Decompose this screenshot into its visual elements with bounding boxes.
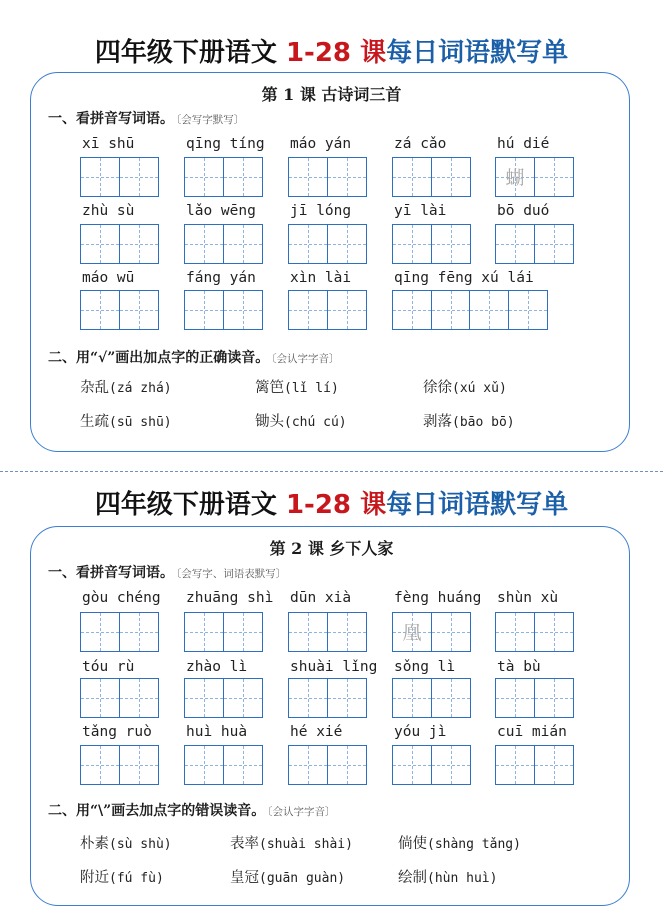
header-subtitle: 每日词语默写单 xyxy=(386,38,569,68)
writing-grid xyxy=(392,157,469,197)
writing-grid xyxy=(288,157,365,197)
header-grade: 四年级下册语文 xyxy=(94,38,286,68)
section-note: 〔会写字、词语表默写〕 xyxy=(176,568,287,580)
writing-grid xyxy=(495,678,572,718)
pinyin-label: máo yán xyxy=(290,136,352,152)
writing-cell[interactable] xyxy=(495,224,535,264)
writing-cell[interactable] xyxy=(184,745,224,785)
pinyin-label: bō duó xyxy=(497,203,550,219)
writing-cell[interactable] xyxy=(469,290,509,330)
writing-cell[interactable] xyxy=(223,745,263,785)
writing-cell[interactable] xyxy=(327,157,367,197)
reading-option[interactable] xyxy=(80,410,172,431)
option-reading: (xú xǔ) xyxy=(452,381,507,396)
option-word: 剥落 xyxy=(423,414,452,430)
section-title: 一、看拼音写词语。 xyxy=(48,111,174,127)
writing-cell[interactable] xyxy=(431,290,471,330)
pinyin-label: hú dié xyxy=(497,136,550,152)
writing-cell[interactable] xyxy=(431,612,471,652)
section-title: 二、用“\”画去加点字的错误读音。 xyxy=(48,803,266,819)
writing-cell[interactable] xyxy=(392,224,432,264)
reading-option[interactable] xyxy=(423,376,507,397)
pinyin-label: shùn xù xyxy=(497,590,559,606)
reading-option[interactable] xyxy=(80,866,164,887)
writing-grid xyxy=(80,745,157,785)
writing-cell[interactable] xyxy=(392,290,432,330)
pinyin-label: jī lóng xyxy=(290,203,352,219)
writing-cell[interactable] xyxy=(184,157,224,197)
writing-grid xyxy=(80,224,157,264)
pinyin-label: yóu jì xyxy=(394,724,447,740)
writing-cell[interactable] xyxy=(431,224,471,264)
option-reading: (fú fù) xyxy=(109,871,164,886)
section-note: 〔会认字字音〕 xyxy=(271,353,340,365)
section-heading xyxy=(48,108,244,128)
pinyin-label: yī lài xyxy=(394,203,447,219)
writing-cell[interactable] xyxy=(223,290,263,330)
writing-cell[interactable] xyxy=(80,745,120,785)
writing-cell[interactable] xyxy=(184,290,224,330)
pinyin-label: tǎng ruò xyxy=(82,724,152,740)
writing-grid xyxy=(288,612,365,652)
writing-cell[interactable] xyxy=(80,224,120,264)
writing-cell[interactable] xyxy=(80,290,120,330)
writing-cell[interactable] xyxy=(392,612,432,652)
writing-cell[interactable] xyxy=(119,745,159,785)
writing-cell[interactable] xyxy=(223,157,263,197)
writing-grid xyxy=(392,678,469,718)
pinyin-label: shuài lǐng xyxy=(290,659,378,675)
reading-option[interactable] xyxy=(423,410,515,431)
option-word: 生疏 xyxy=(80,414,109,430)
lesson-title: 第 2 课 乡下人家 xyxy=(269,539,394,558)
writing-cell[interactable] xyxy=(495,745,535,785)
writing-grid xyxy=(288,224,365,264)
pinyin-label: dūn xià xyxy=(290,590,352,606)
writing-cell[interactable] xyxy=(495,678,535,718)
pinyin-label: qīng fēng xú lái xyxy=(394,270,534,286)
pinyin-label: tà bù xyxy=(497,659,541,675)
worksheet-header xyxy=(0,488,663,522)
header-lessons: 1-28 课 xyxy=(285,38,387,68)
writing-grid xyxy=(495,224,572,264)
writing-cell[interactable] xyxy=(119,612,159,652)
section-note: 〔会写字默写〕 xyxy=(176,114,245,126)
writing-grid xyxy=(80,612,157,652)
option-reading: (sū shū) xyxy=(109,415,172,430)
writing-grid xyxy=(392,745,469,785)
page-divider xyxy=(0,471,663,472)
option-word: 篱笆 xyxy=(255,380,284,396)
writing-grid xyxy=(80,290,157,330)
writing-cell[interactable] xyxy=(223,612,263,652)
section-note: 〔会认字字音〕 xyxy=(267,806,336,818)
reading-option[interactable] xyxy=(80,832,172,853)
writing-cell[interactable] xyxy=(119,157,159,197)
writing-cell[interactable] xyxy=(327,612,367,652)
writing-cell[interactable] xyxy=(431,157,471,197)
writing-cell[interactable] xyxy=(119,224,159,264)
writing-cell[interactable] xyxy=(534,612,574,652)
writing-cell[interactable] xyxy=(184,224,224,264)
pinyin-label: gòu chéng xyxy=(82,590,161,606)
writing-grid xyxy=(288,745,365,785)
header-grade: 四年级下册语文 xyxy=(94,490,286,520)
option-word: 附近 xyxy=(80,870,109,886)
worksheet-header xyxy=(0,36,663,70)
writing-grid xyxy=(184,678,261,718)
writing-cell[interactable] xyxy=(327,678,367,718)
writing-cell[interactable] xyxy=(508,290,548,330)
pinyin-label: lǎo wēng xyxy=(186,203,256,219)
pinyin-label: máo wū xyxy=(82,270,135,286)
reading-option[interactable] xyxy=(255,410,347,431)
option-reading: (shàng tǎng) xyxy=(427,837,521,852)
writing-cell[interactable] xyxy=(495,157,535,197)
pinyin-label: qīng tíng xyxy=(186,136,265,152)
section-heading xyxy=(48,800,335,820)
pinyin-label: hé xié xyxy=(290,724,343,740)
writing-grid xyxy=(80,157,157,197)
writing-cell[interactable] xyxy=(431,678,471,718)
writing-cell[interactable] xyxy=(534,157,574,197)
reading-option[interactable] xyxy=(230,832,353,853)
pinyin-label: cuī mián xyxy=(497,724,567,740)
writing-cell[interactable] xyxy=(288,678,328,718)
writing-cell[interactable] xyxy=(534,745,574,785)
writing-grid xyxy=(495,612,572,652)
option-word: 皇冠 xyxy=(230,870,259,886)
writing-grid xyxy=(184,224,261,264)
writing-cell[interactable] xyxy=(119,290,159,330)
writing-cell[interactable] xyxy=(495,612,535,652)
option-word: 杂乱 xyxy=(80,380,109,396)
section-title: 二、用“√”画出加点字的正确读音。 xyxy=(48,350,270,366)
reading-option[interactable] xyxy=(398,866,497,887)
pinyin-label: fáng yán xyxy=(186,270,256,286)
writing-grid xyxy=(495,745,572,785)
pinyin-label: huì huà xyxy=(186,724,248,740)
writing-cell[interactable] xyxy=(288,157,328,197)
writing-cell[interactable] xyxy=(80,678,120,718)
section-heading xyxy=(48,562,286,582)
section-heading xyxy=(48,347,340,367)
writing-cell[interactable] xyxy=(223,224,263,264)
section-title: 一、看拼音写词语。 xyxy=(48,565,174,581)
reading-option[interactable] xyxy=(398,832,521,853)
writing-cell[interactable] xyxy=(184,612,224,652)
pinyin-label: tóu rù xyxy=(82,659,135,675)
writing-cell[interactable] xyxy=(327,224,367,264)
writing-grid xyxy=(184,157,261,197)
writing-cell[interactable] xyxy=(534,678,574,718)
writing-grid xyxy=(184,290,261,330)
writing-grid xyxy=(80,678,157,718)
pinyin-label: zhuāng shì xyxy=(186,590,274,606)
option-reading: (guān guàn) xyxy=(259,871,346,886)
writing-grid xyxy=(392,224,469,264)
option-reading: (lǐ lí) xyxy=(284,381,339,396)
lesson-title: 第 1 课 古诗词三首 xyxy=(261,85,402,104)
hint-character: 凰 xyxy=(402,622,422,644)
pinyin-label: xī shū xyxy=(82,136,135,152)
hint-character: 蝴 xyxy=(505,167,525,189)
writing-cell[interactable] xyxy=(184,678,224,718)
option-word: 绘制 xyxy=(398,870,427,886)
option-reading: (hùn huì) xyxy=(427,871,498,886)
writing-grid xyxy=(184,612,261,652)
writing-cell[interactable] xyxy=(392,678,432,718)
writing-grid xyxy=(495,157,572,197)
writing-cell[interactable] xyxy=(431,745,471,785)
pinyin-label: zhào lì xyxy=(186,659,248,675)
writing-cell[interactable] xyxy=(392,745,432,785)
option-word: 倘使 xyxy=(398,836,427,852)
writing-cell[interactable] xyxy=(288,745,328,785)
writing-cell[interactable] xyxy=(288,290,328,330)
pinyin-label: zhù sù xyxy=(82,203,135,219)
option-reading: (bāo bō) xyxy=(452,415,515,430)
writing-cell[interactable] xyxy=(392,157,432,197)
writing-cell[interactable] xyxy=(327,745,367,785)
pinyin-label: zá cǎo xyxy=(394,136,447,152)
option-word: 朴素 xyxy=(80,836,109,852)
option-reading: (sù shù) xyxy=(109,837,172,852)
writing-cell[interactable] xyxy=(534,224,574,264)
header-lessons: 1-28 课 xyxy=(285,490,387,520)
writing-cell[interactable] xyxy=(327,290,367,330)
writing-grid xyxy=(288,678,365,718)
reading-option[interactable] xyxy=(80,376,172,397)
writing-grid xyxy=(288,290,365,330)
pinyin-label: fèng huáng xyxy=(394,590,482,606)
option-word: 徐徐 xyxy=(423,380,452,396)
header-subtitle: 每日词语默写单 xyxy=(386,490,569,520)
option-word: 锄头 xyxy=(255,414,284,430)
writing-grid xyxy=(184,745,261,785)
writing-cell[interactable] xyxy=(288,612,328,652)
reading-option[interactable] xyxy=(255,376,339,397)
pinyin-label: xìn lài xyxy=(290,270,352,286)
writing-grid xyxy=(392,290,546,330)
option-word: 表率 xyxy=(230,836,259,852)
writing-cell[interactable] xyxy=(288,224,328,264)
option-reading: (shuài shài) xyxy=(259,837,353,852)
writing-cell[interactable] xyxy=(80,612,120,652)
writing-cell[interactable] xyxy=(119,678,159,718)
writing-grid xyxy=(392,612,469,652)
writing-cell[interactable] xyxy=(80,157,120,197)
pinyin-label: sǒng lì xyxy=(394,659,456,675)
reading-option[interactable] xyxy=(230,866,345,887)
option-reading: (chú cú) xyxy=(284,415,347,430)
writing-cell[interactable] xyxy=(223,678,263,718)
option-reading: (zá zhá) xyxy=(109,381,172,396)
